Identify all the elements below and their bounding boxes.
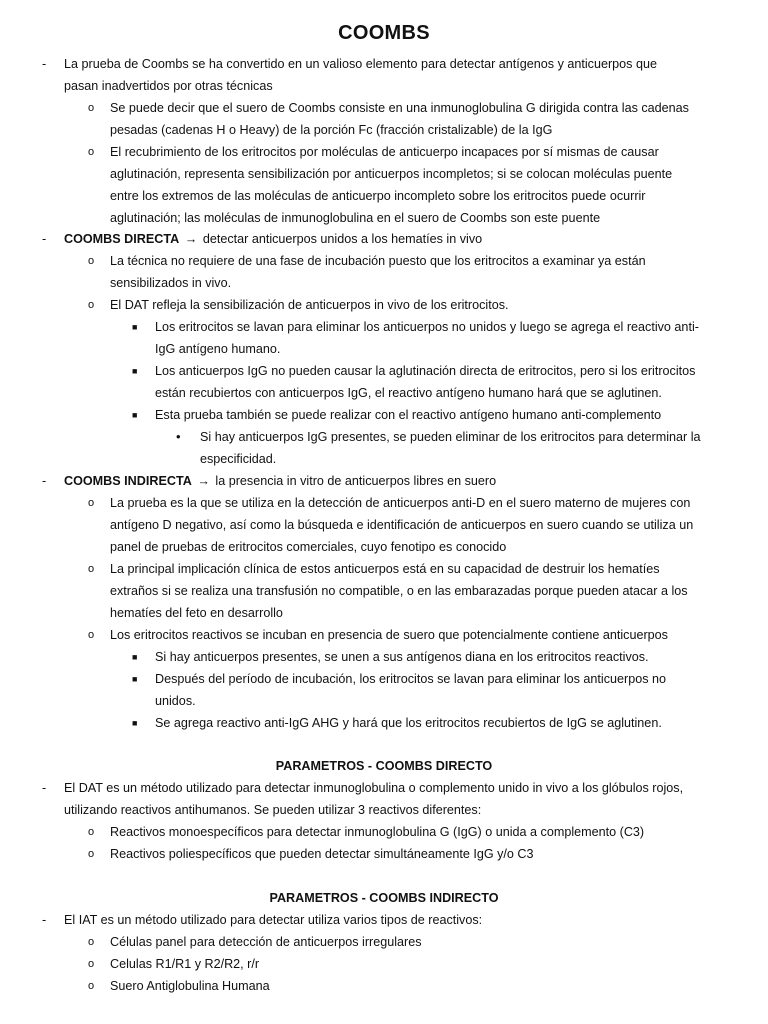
directa-label: COOMBS DIRECTA: [64, 232, 180, 246]
param-directo-line-1: El DAT es un método utilizado para detectar inmunoglobulina o complemento unido in vivo a los glóbulos rojos,: [64, 781, 684, 795]
directa-bullet2-line-2: están recubiertos con anticuerpos IgG, el reactivo antígeno humano hará que se aglutinen.: [155, 386, 662, 400]
intro-sub1-line-1: Se puede decir que el suero de Coombs consiste en una inmunoglobulina G dirigida contra las cadenas: [110, 101, 689, 115]
param-indirecto-sub3: Suero Antiglobulina Humana: [110, 979, 270, 993]
directa-sub2: El DAT refleja la sensibilización de anticuerpos in vivo de los eritrocitos.: [110, 298, 509, 312]
indirecta-sub2-line-2: extraños si se realiza una transfusión no compatible, o en las embarazadas porque pueden atacar a los: [110, 584, 688, 598]
dash-marker: -: [42, 57, 47, 71]
indirecta-text: la presencia in vitro de anticuerpos libres en suero: [215, 474, 497, 488]
directa-bullet1-line-2: IgG antígeno humano.: [155, 342, 281, 356]
param-indirecto-sub1: Células panel para detección de anticuerpos irregulares: [110, 935, 422, 949]
circle-marker: o: [88, 980, 95, 992]
directa-text: detectar anticuerpos unidos a los hematíes in vivo: [202, 232, 483, 246]
intro-line-2: pasan inadvertidos por otras técnicas: [64, 79, 273, 93]
indirecta-label: COOMBS INDIRECTA: [64, 474, 192, 488]
circle-marker: o: [88, 102, 95, 114]
intro-sub1-line-2: pesadas (cadenas H o Heavy) de la porción Fc (fracción cristalizable) de la IgG: [110, 123, 553, 137]
indirecta-sub1-line-2: antígeno D negativo, así como la búsqueda e identificación de anticuerpos en suero cuando se utiliza un: [110, 518, 694, 532]
directa-sub1-line-1: La técnica no requiere de una fase de incubación puesto que los eritrocitos a examinar ya están: [110, 254, 646, 268]
arrow-icon: →: [197, 474, 210, 488]
circle-marker: o: [88, 629, 95, 641]
directa-dot1-line-2: especificidad.: [200, 452, 277, 466]
directa-bullet3: Esta prueba también se puede realizar con el reactivo antígeno humano anti-complemento: [155, 408, 662, 422]
indirecta-line: [64, 470, 496, 492]
circle-marker: o: [88, 958, 95, 970]
indirecta-sub1-line-1: La prueba es la que se utiliza en la detección de anticuerpos anti-D en el suero materno de mujeres con: [110, 496, 691, 510]
intro-line-1: La prueba de Coombs se ha convertido en un valioso elemento para detectar antígenos y anticuerpos que: [64, 57, 657, 71]
circle-marker: o: [88, 497, 95, 509]
directa-bullet1-line-1: Los eritrocitos se lavan para eliminar los anticuerpos no unidos y luego se agrega el reactivo anti-: [155, 320, 699, 334]
indirecta-bullet2-line-1: Después del período de incubación, los eritrocitos se lavan para eliminar los anticuerpos no: [155, 672, 667, 686]
indirecta-bullet2-line-2: unidos.: [155, 694, 196, 708]
square-marker: ■: [132, 410, 138, 420]
param-indirecto-heading: PARAMETROS - COOMBS INDIRECTO: [269, 891, 499, 905]
dot-marker: •: [176, 429, 181, 444]
circle-marker: o: [88, 848, 95, 860]
indirecta-sub2-line-3: hematíes del feto en desarrollo: [110, 606, 283, 620]
intro-sub2-line-1: El recubrimiento de los eritrocitos por moléculas de anticuerpo incapaces por sí mismas de causar: [110, 145, 659, 159]
circle-marker: o: [88, 255, 95, 267]
circle-marker: o: [88, 146, 95, 158]
indirecta-sub2-line-1: La principal implicación clínica de estos anticuerpos está en su capacidad de destruir los hematíes: [110, 562, 660, 576]
circle-marker: o: [88, 936, 95, 948]
indirecta-sub3: Los eritrocitos reactivos se incuban en presencia de suero que potencialmente contiene anticuerpos: [110, 628, 668, 642]
circle-marker: o: [88, 563, 95, 575]
intro-sub2-line-3: entre los extremos de las moléculas de anticuerpo incompleto sobre los eritrocitos puede ocurrir: [110, 189, 646, 203]
dash-marker: -: [42, 232, 47, 246]
param-directo-sub1: Reactivos monoespecíficos para detectar inmunoglobulina G (IgG) o unida a complemento (C3): [110, 825, 645, 839]
square-marker: ■: [132, 366, 138, 376]
circle-marker: o: [88, 299, 95, 311]
directa-bullet2-line-1: Los anticuerpos IgG no pueden causar la aglutinación directa de eritrocitos, pero si los eritrocitos: [155, 364, 696, 378]
indirecta-bullet3: Se agrega reactivo anti-IgG AHG y hará que los eritrocitos recubiertos de IgG se aglutinen.: [155, 716, 662, 730]
param-directo-sub2: Reactivos poliespecíficos que pueden detectar simultáneamente IgG y/o C3: [110, 847, 534, 861]
dash-marker: -: [42, 474, 47, 488]
indirecta-bullet1: Si hay anticuerpos presentes, se unen a sus antígenos diana en los eritrocitos reactivos.: [155, 650, 649, 664]
param-indirecto-sub2: Celulas R1/R1 y R2/R2, r/r: [110, 957, 260, 971]
intro-sub2-line-4: aglutinación; las moléculas de inmunoglobulina en el suero de Coombs son este puente: [110, 211, 601, 225]
intro-sub2-line-2: aglutinación, representa sensibilización por anticuerpos incompletos; si se colocan moléculas puente: [110, 167, 673, 181]
document-title: COOMBS: [338, 22, 430, 44]
indirecta-sub1-line-3: panel de pruebas de eritrocitos comerciales, cuyo fenotipo es conocido: [110, 540, 507, 554]
directa-dot1-line-1: Si hay anticuerpos IgG presentes, se pueden eliminar de los eritrocitos para determinar la: [200, 430, 701, 444]
dash-marker: -: [42, 781, 47, 795]
arrow-icon: →: [184, 232, 198, 246]
directa-sub1-line-2: sensibilizados in vivo.: [110, 276, 232, 290]
square-marker: ■: [132, 674, 138, 684]
dash-marker: -: [42, 913, 47, 927]
param-indirecto-line-1: El IAT es un método utilizado para detectar utiliza varios tipos de reactivos:: [64, 913, 483, 927]
param-directo-line-2: utilizando reactivos antihumanos. Se pueden utilizar 3 reactivos diferentes:: [64, 803, 482, 817]
directa-line: [64, 228, 482, 250]
square-marker: ■: [132, 652, 138, 662]
square-marker: ■: [132, 718, 138, 728]
square-marker: ■: [132, 322, 138, 332]
circle-marker: o: [88, 826, 95, 838]
param-directo-heading: PARAMETROS - COOMBS DIRECTO: [275, 759, 493, 773]
